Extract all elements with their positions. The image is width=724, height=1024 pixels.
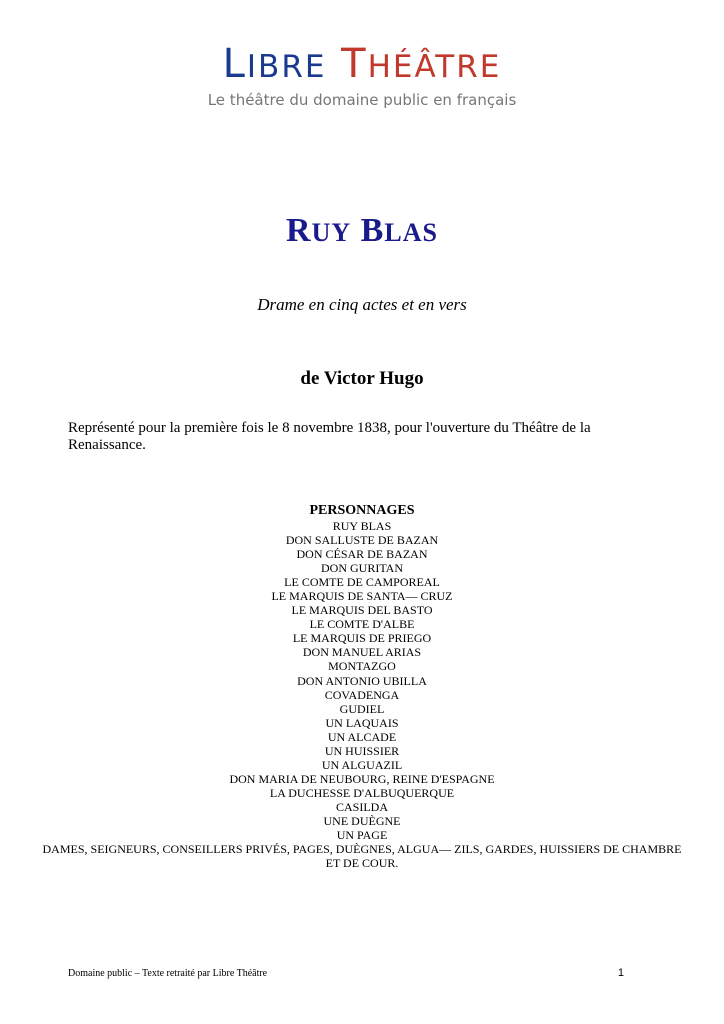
cast-member: LE MARQUIS DE SANTA— CRUZ bbox=[271, 589, 453, 604]
cast-member: UN PAGE bbox=[336, 828, 388, 843]
cast-member: UN LAQUAIS bbox=[325, 715, 399, 730]
cast-member: CASILDA bbox=[335, 799, 388, 814]
cast-member: LE COMTE D'ALBE bbox=[309, 617, 415, 632]
logo-word-libre: LIBRE bbox=[222, 41, 327, 87]
cast-member: LE MARQUIS DE PRIEGO bbox=[292, 631, 432, 646]
cast-member: DON CÉSAR DE BAZAN bbox=[296, 547, 428, 562]
play-subtitle: Drame en cinq actes et en vers bbox=[257, 295, 467, 314]
cast-member: UNE DUÈGNE bbox=[323, 813, 401, 828]
libre-theatre-logo bbox=[0, 40, 724, 109]
cast-member: LE COMTE DE CAMPOREAL bbox=[284, 575, 440, 590]
footer-credit: Domaine public – Texte retraité par Libre Théâtre bbox=[68, 968, 268, 979]
cast-member: DON MARIA DE NEUBOURG, REINE D'ESPAGNE bbox=[229, 771, 495, 786]
cast-member: DON MANUEL ARIAS bbox=[302, 645, 422, 660]
cast-member: DON ANTONIO UBILLA bbox=[297, 673, 427, 688]
cast-member: UN ALCADE bbox=[327, 729, 397, 744]
cast-member: RUY BLAS bbox=[332, 519, 392, 533]
cast-member: MONTAZGO bbox=[328, 659, 396, 674]
cast-member: GUDIEL bbox=[339, 701, 385, 716]
cast-heading: PERSONNAGES bbox=[309, 503, 415, 518]
cast-member: LE MARQUIS DEL BASTO bbox=[291, 603, 433, 618]
cast-member: COVADENGA bbox=[324, 687, 400, 702]
cast-list bbox=[40, 519, 684, 842]
logo-tagline: Le théâtre du domaine public en français bbox=[207, 91, 517, 109]
premiere-note: Représenté pour la première fois le 8 novembre 1838, pour l'ouverture du Théâtre de la Renaissance. bbox=[68, 420, 591, 453]
cast-member: UN HUISSIER bbox=[324, 743, 400, 758]
logo-title bbox=[0, 40, 724, 91]
page-number: 1 bbox=[617, 967, 624, 979]
cast-member: UN ALGUAZIL bbox=[321, 757, 403, 772]
cast-member: LA DUCHESSE D'ALBUQUERQUE bbox=[269, 785, 455, 800]
cast-extras: DAMES, SEIGNEURS, CONSEILLERS PRIVÉS, PAGES, DUÈGNES, ALGUA— ZILS, GARDES, HUISSIERS DE CHAMBRE ET DE COUR. bbox=[42, 842, 682, 871]
play-author: de Victor Hugo bbox=[300, 368, 424, 389]
cast-member: DON SALLUSTE DE BAZAN bbox=[285, 533, 439, 548]
cast-member: DON GURITAN bbox=[320, 561, 404, 576]
logo-word-theatre: THÉÂTRE bbox=[341, 41, 502, 87]
cast-section bbox=[40, 503, 684, 870]
play-title: RUY BLAS bbox=[286, 212, 438, 249]
